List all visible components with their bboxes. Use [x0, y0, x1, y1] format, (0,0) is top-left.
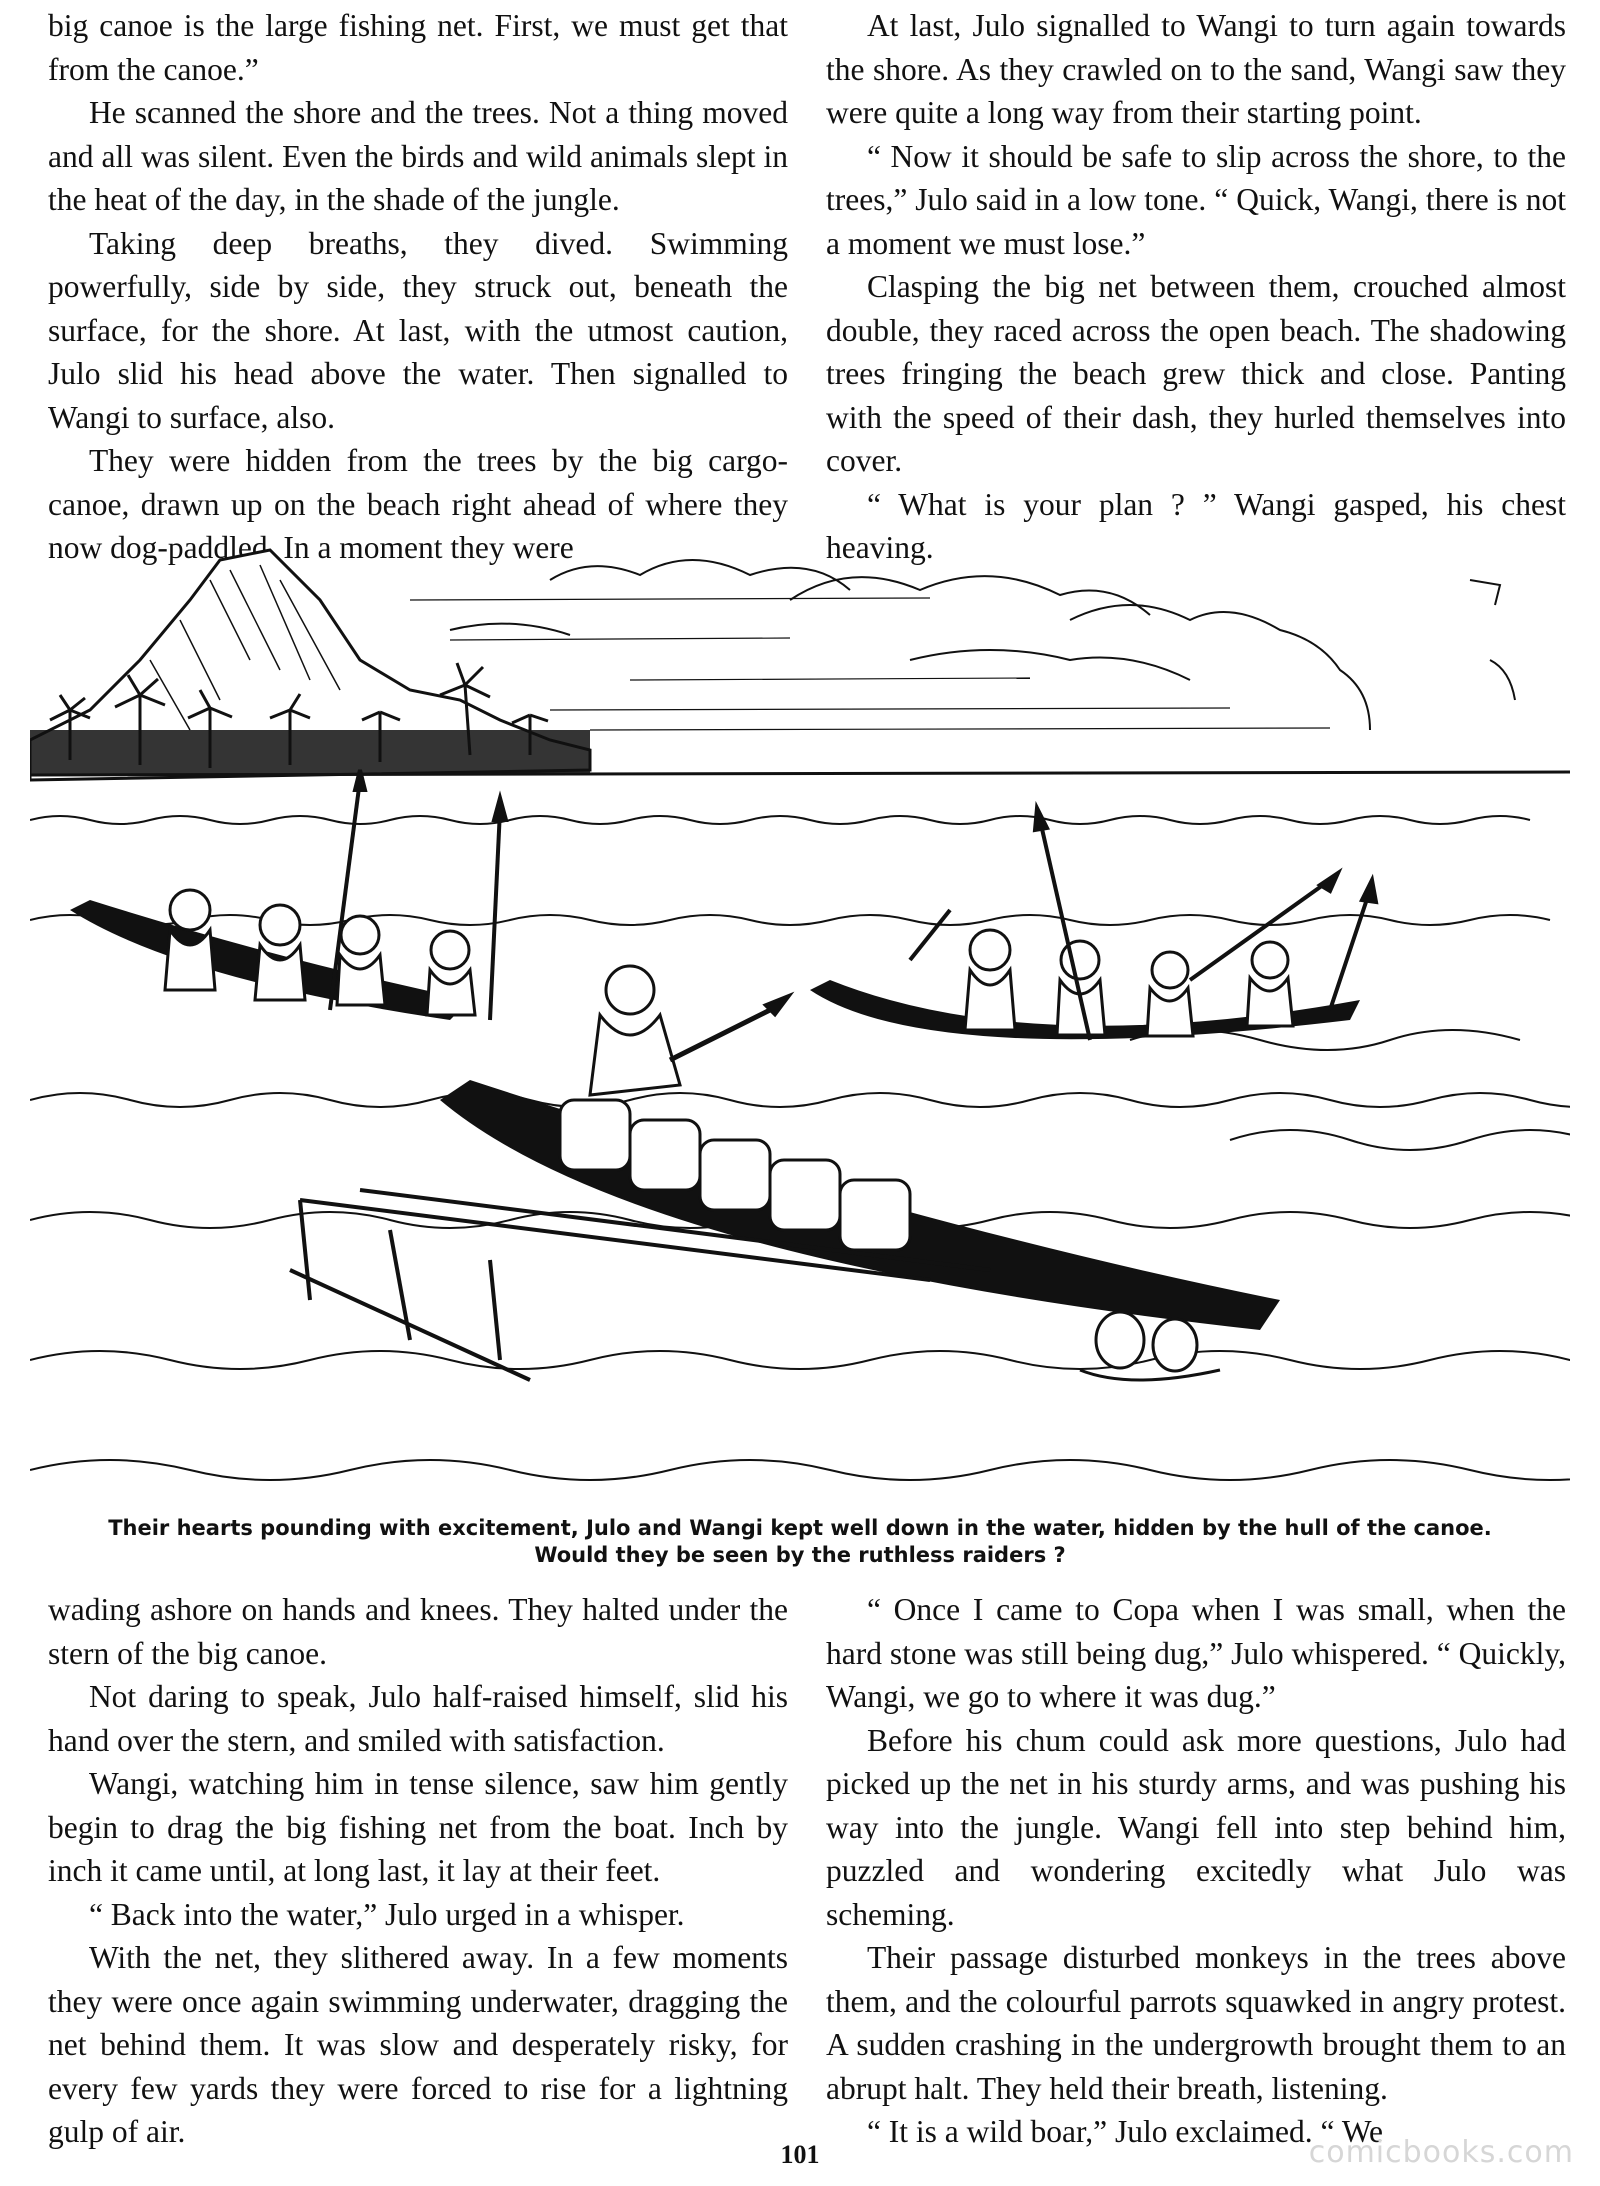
paragraph: big canoe is the large fishing net. First, we must get that from the canoe.” [48, 8, 788, 87]
paragraph: He scanned the shore and the trees. Not a thing moved and all was silent. Even the birds and wild animals slept in the heat of the day, in the shade of the jungle. [48, 95, 788, 217]
paragraph: Taking deep breaths, they dived. Swimming powerfully, side by side, they struck out, beneath the surface, for the shore. At last, with the utmost caution, Julo slid his head above the water. Then signalled to Wangi to surface, also. [48, 225, 788, 435]
illustration-canoes [30, 540, 1570, 1515]
text-column-bottom-left [48, 1588, 788, 2154]
paragraph: Before his chum could ask more questions, Julo had picked up the net in his sturdy arms, and was pushing his way into the jungle. Wangi fell into step behind him, puzzled and wondering excitedly what Julo was scheming. [826, 1722, 1566, 1932]
page-number: 101 [780, 2140, 820, 2169]
clouds [450, 560, 1515, 730]
paragraph: “ Once I came to Copa when I was small, when the hard stone was still being dug,” Julo whispered. “ Quickly, Wangi, we go to where it was dug.” [826, 1592, 1566, 1714]
illustration-caption: Their hearts pounding with excitement, Julo and Wangi kept well down in the water, hidden by the hull of the canoe. Would they be seen by the ruthless raiders ? [108, 1516, 1492, 1567]
hatch-sky [410, 598, 1330, 730]
paragraph: “ Now it should be safe to slip across the shore, to the trees,” Julo said in a low tone. “ Quick, Wangi, there is not a moment we must lose.” [826, 138, 1566, 261]
paragraph: “ Back into the water,” Julo urged in a whisper. [88, 1896, 685, 1932]
paragraph: Their passage disturbed monkeys in the trees above them, and the colourful parrots squawked in angry protest. A sudden crashing in the undergrowth brought them to an abrupt halt. They held their breath, listening. [826, 1940, 1566, 2106]
paragraph: Not daring to speak, Julo half-raised himself, slid his hand over the stern, and smiled with satisfaction. [48, 1679, 788, 1758]
paragraph: Wangi, watching him in tense silence, saw him gently begin to drag the big fishing net from the boat. Inch by inch it came until, at long last, it lay at their feet. [48, 1766, 788, 1888]
text-column-bottom-right [826, 1588, 1566, 2154]
text-column-top-right [826, 4, 1566, 570]
paragraph: wading ashore on hands and knees. They halted under the stern of the big canoe. [48, 1592, 788, 1671]
paragraph: At last, Julo signalled to Wangi to turn again towards the shore. As they crawled on to the sand, Wangi saw they were quite a long way from their starting point. [826, 8, 1566, 130]
paragraph: “ What is your plan ? ” Wangi gasped, his chest heaving. [826, 486, 1566, 565]
jungle-mass [30, 730, 590, 775]
paragraph: They were hidden from the trees by the big cargo-canoe, drawn up on the beach right ahead of where they now dog-paddled. In a moment they were [48, 443, 788, 565]
paragraph: “ It is a wild boar,” Julo exclaimed. “ We [866, 2114, 1384, 2149]
text-column-top-left [48, 4, 788, 570]
raider-cargo [590, 966, 790, 1095]
paragraph: Clasping the big net between them, crouched almost double, they raced across the open beach. The shadowing trees fringing the beach grew thick and close. Panting with the speed of their dash, they hurled themselves into cover. [826, 269, 1566, 478]
paragraph: With the net, they slithered away. In a few moments they were once again swimming underwater, dragging the net behind them. It was slow and desperately risky, for every few yards they were forced to rise for a lightning gulp of air. [48, 1940, 788, 2149]
watermark: comicbooks.com [1308, 2135, 1574, 2170]
